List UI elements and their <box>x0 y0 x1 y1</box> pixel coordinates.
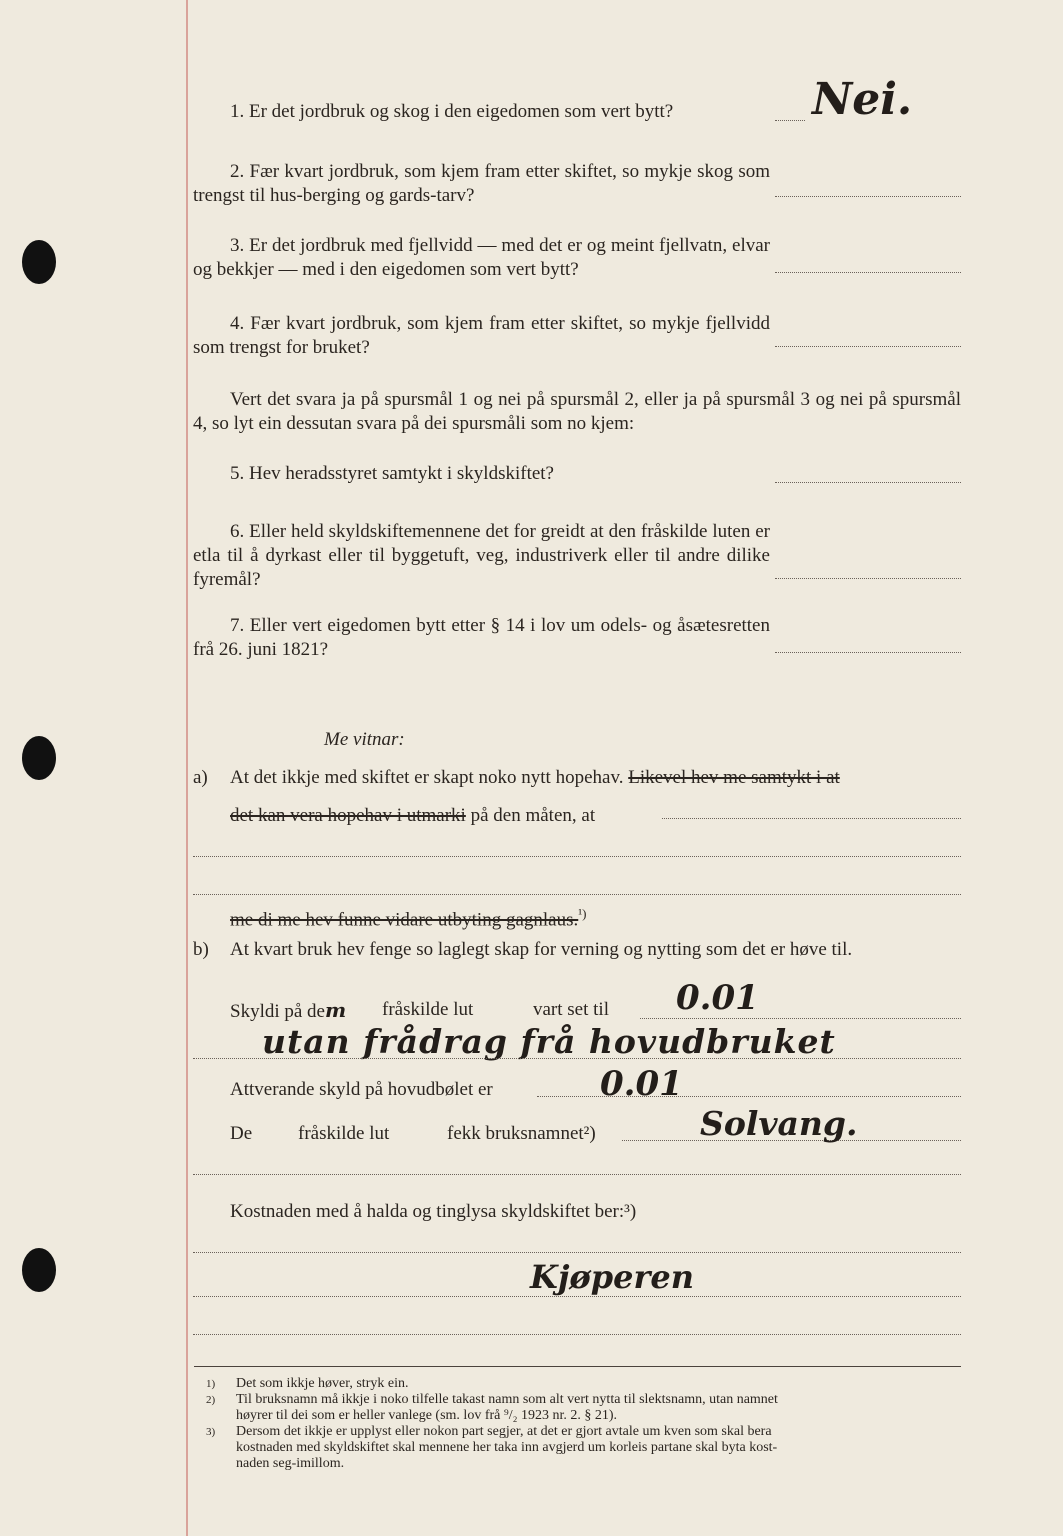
item-a-line2-struck: det kan vera hopehav i utmarki <box>230 805 466 826</box>
punch-hole <box>22 240 56 284</box>
answer-line-4 <box>775 346 961 347</box>
skyld-label-1 <box>230 998 346 1024</box>
skyld-label-2: fråskilde lut <box>382 999 474 1020</box>
attverande-label: Attverande skyld på hovudbølet er <box>230 1079 493 1100</box>
question-7: 7. Eller vert eigedomen bytt etter § 14 i lov um odels- og åsætesretten frå 26. juni 1821? <box>193 615 770 660</box>
kostnad-label: Kostnaden med å halda og tinglysa skyldskiftet ber:³) <box>230 1201 637 1222</box>
footnote-text: Til bruksnamn må ikkje i noko tilfelle takast namn som alt vert nytta til slektsnamn, utan namnet <box>236 1392 778 1407</box>
skyld-handwritten-suffix: m <box>325 998 347 1022</box>
skyld-label-text: Skyldi på de <box>230 1001 325 1022</box>
blank-line <box>193 1174 961 1175</box>
item-a-struck-text: Likevel hev me samtykt i at <box>628 767 840 788</box>
item-a-line2 <box>230 804 595 828</box>
answer-1-handwritten: Nei. <box>812 74 913 125</box>
item-a-line5 <box>230 902 586 932</box>
blank-line <box>193 856 961 857</box>
margin-rule <box>186 0 188 1536</box>
footnote-number: 2) <box>206 1394 216 1406</box>
footnote-1 <box>206 1376 962 1392</box>
bruksnamn-value-handwritten: Solvang. <box>700 1104 858 1143</box>
question-5: 5. Hev heradsstyret samtykt i skyldskiftet? <box>230 463 554 484</box>
item-b-text: At kvart bruk hev fenge so laglegt skap for verning og nytting som det er høve til. <box>230 939 853 960</box>
skyld-value-line <box>640 1018 961 1019</box>
instruction-text: Vert det svara ja på spursmål 1 og nei på spursmål 2, eller ja på spursmål 3 og nei på spursmål 4, so lyt ein dessutan svara på dei spursmåli som no kjem: <box>193 389 961 434</box>
answer-line-1 <box>775 120 805 121</box>
answer-line-3 <box>775 272 961 273</box>
question-2: 2. Fær kvart jordbruk, som kjem fram etter skiftet, so mykje skog som trengst til hus-berging og gards-tarv? <box>193 161 770 206</box>
answer-line-2 <box>775 196 961 197</box>
item-b-label: b) <box>193 939 209 960</box>
answer-line-5 <box>775 482 961 483</box>
punch-hole <box>22 1248 56 1292</box>
vitnar-heading: Me vitnar: <box>324 729 405 750</box>
blank-line <box>193 894 961 895</box>
skyld-label-3: vart set til <box>533 999 609 1020</box>
answer-line-7 <box>775 652 961 653</box>
footnote-text: Det som ikkje høver, stryk ein. <box>236 1376 409 1391</box>
footnote-text: kostnaden med skyldskiftet skal mennene her taka inn avgjerd um korleis partane skal byta kost- <box>236 1440 778 1455</box>
item-a-label: a) <box>193 767 208 788</box>
footnote-text: høyrer til dei som er heller vanlege (sm. lov frå ⁹/₂ 1923 nr. 2. § 21). <box>236 1408 618 1423</box>
attverande-value-handwritten: 0.01 <box>600 1064 683 1104</box>
skyld-note-handwritten: utan frådrag frå hovudbruket <box>262 1022 836 1061</box>
question-1: 1. Er det jordbruk og skog i den eigedomen som vert bytt? <box>230 101 674 122</box>
footnote-3 <box>206 1424 962 1472</box>
answer-line-6 <box>775 578 961 579</box>
item-a-line5-struck: me di me hev funne vidare utbyting gagnlaus. <box>230 909 579 931</box>
bruksnamn-label-1: De <box>230 1123 253 1144</box>
footnote-ref: ¹) <box>578 906 587 921</box>
footnote-text: naden seg-imillom. <box>236 1456 345 1471</box>
blank-line <box>662 818 961 819</box>
footnote-divider <box>194 1366 961 1367</box>
bruksnamn-label-2: fråskilde lut <box>298 1123 390 1144</box>
bruksnamn-label-3: fekk bruksnamnet²) <box>447 1123 596 1144</box>
footnote-text: Dersom det ikkje er upplyst eller nokon part segjer, at det er gjort avtale um kven som skal bera <box>236 1424 772 1439</box>
question-3: 3. Er det jordbruk med fjellvidd — med det er og meint fjellvatn, elvar og bekkjer — med i den eigedomen som vert bytt? <box>193 235 770 280</box>
blank-line <box>193 1334 961 1335</box>
item-a-text <box>230 766 840 790</box>
question-4: 4. Fær kvart jordbruk, som kjem fram etter skiftet, so mykje fjellvidd som trengst for bruket? <box>193 313 770 358</box>
skyld-value-handwritten: 0.01 <box>676 978 759 1018</box>
footnote-2 <box>206 1392 962 1424</box>
blank-line <box>193 1296 961 1297</box>
punch-hole <box>22 736 56 780</box>
kostnad-value-handwritten: Kjøperen <box>530 1258 694 1296</box>
item-a-statement: At det ikkje med skiftet er skapt noko nytt hopehav. <box>230 767 624 788</box>
blank-line <box>193 1252 961 1253</box>
footnote-number: 1) <box>206 1378 216 1390</box>
item-a-line2-text: på den måten, at <box>470 805 596 826</box>
question-6: 6. Eller held skyldskiftemennene det for greidt at den fråskilde luten er etla til å dyrkast eller til byggetuft, veg, industriverk eller til andre dilike fyremål? <box>193 521 770 590</box>
blank-line <box>193 1058 961 1059</box>
footnote-number: 3) <box>206 1426 216 1438</box>
